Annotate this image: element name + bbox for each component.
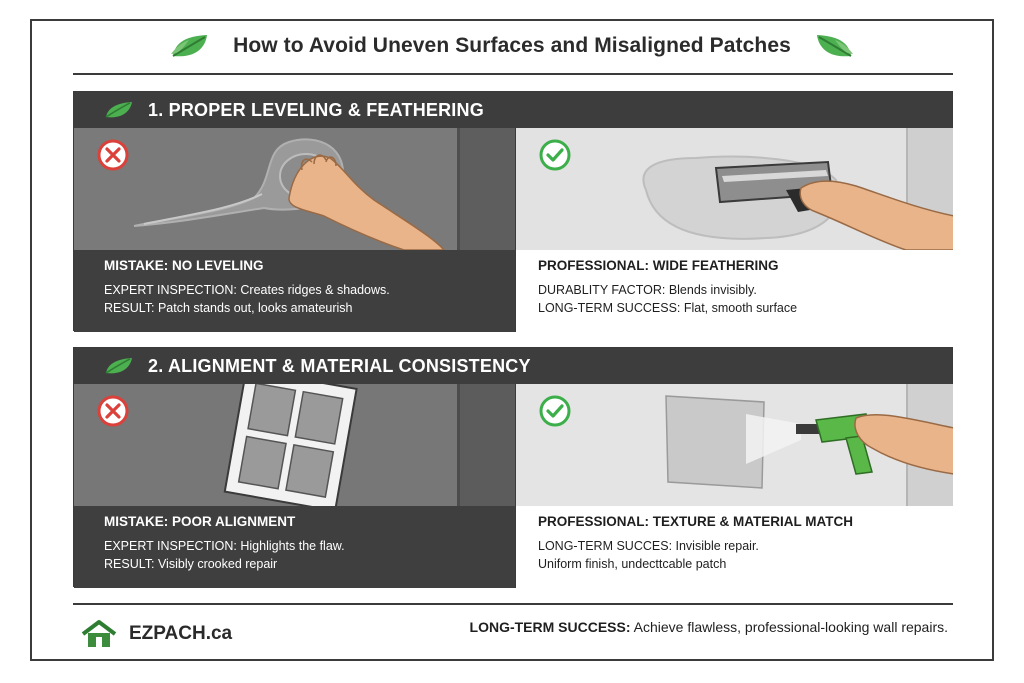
footer-divider [73, 603, 953, 605]
texture-spray-illustration [516, 384, 953, 506]
professional-headline: PROFESSIONAL: WIDE FEATHERING [538, 258, 779, 273]
leaf-icon [104, 100, 134, 120]
section-leveling [73, 91, 953, 331]
x-circle-icon [96, 138, 130, 172]
mistake-detail-line: EXPERT INSPECTION: Highlights the flaw. [104, 539, 345, 553]
professional-detail-line: LONG-TERM SUCCESS: Flat, smooth surface [538, 301, 798, 315]
professional-detail-line: Uniform finish, undecttcable patch [538, 557, 727, 571]
tagline-text: Achieve flawless, professional-looking wall repairs. [630, 619, 948, 635]
professional-detail-line: DURABLITY FACTOR: Blends invisibly. [538, 283, 757, 297]
professional-headline: PROFESSIONAL: TEXTURE & MATERIAL MATCH [538, 514, 853, 529]
infographic-frame [30, 19, 994, 661]
mistake-detail-line: RESULT: Visibly crooked repair [104, 557, 278, 571]
leaf-icon [104, 356, 134, 376]
mistake-detail-line: RESULT: Patch stands out, looks amateurish [104, 301, 353, 315]
mistake-headline: MISTAKE: POOR ALIGNMENT [104, 514, 296, 529]
no-leveling-illustration [74, 128, 515, 250]
section-header [74, 92, 952, 128]
crooked-window-illustration [74, 384, 515, 506]
title-divider [73, 73, 953, 75]
brand-name: EZPACH.ca [129, 623, 233, 644]
tagline-label: LONG-TERM SUCCESS: [469, 619, 631, 635]
x-circle-icon [96, 394, 130, 428]
mistake-panel [74, 128, 515, 332]
mistake-detail-line: EXPERT INSPECTION: Creates ridges & shadows. [104, 283, 390, 297]
section-alignment [73, 347, 953, 587]
professional-panel [515, 128, 953, 332]
house-icon [79, 619, 119, 649]
section-title: 2. ALIGNMENT & MATERIAL CONSISTENCY [148, 355, 531, 376]
check-circle-icon [538, 138, 572, 172]
check-circle-icon [538, 394, 572, 428]
title-row [32, 21, 992, 71]
section-header [74, 348, 952, 384]
section-title: 1. PROPER LEVELING & FEATHERING [148, 99, 484, 120]
footer-tagline [470, 619, 948, 635]
professional-detail-line: LONG-TERM SUCCES: Invisible repair. [538, 539, 759, 553]
professional-panel [515, 384, 953, 588]
leaf-icon [813, 32, 855, 60]
page-title: How to Avoid Uneven Surfaces and Misaligned Patches [233, 34, 791, 57]
wide-feathering-illustration [516, 128, 953, 250]
mistake-headline: MISTAKE: NO LEVELING [104, 258, 264, 273]
leaf-icon [169, 32, 211, 60]
mistake-panel [74, 384, 515, 588]
brand-logo[interactable] [79, 619, 232, 649]
